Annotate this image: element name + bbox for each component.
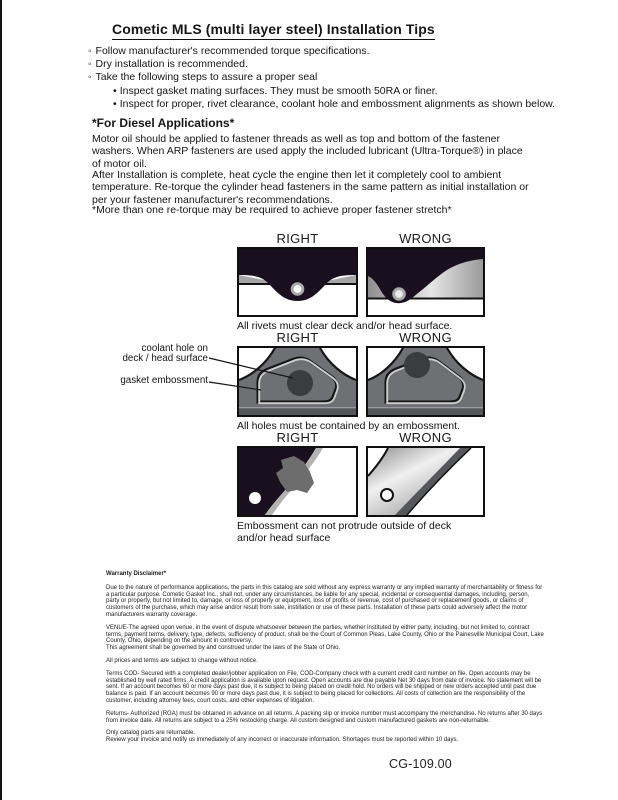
retorque-note: *More than one re-torque may be required to achieve proper fastener stretch* [92,204,452,216]
legal-paragraph: Returns- Authorized (RGA) must be obtained in advance on all returns. A packing slip or invoice number must accompany the merchandise. No returns after 30 days from invoice date. All returns are subject to a 25% restocking charge. All custom designed and custom manufactured gaskets are non-returnable. [106,710,543,724]
page-edge-line [0,0,2,800]
diesel-section-heading: *For Diesel Applications* [92,116,235,130]
wrong-label: WRONG [399,430,452,445]
figure1-right-wrong-labels [237,231,487,246]
subtip-item: • Inspect gasket mating surfaces. They must be smooth 50RA or finer. [113,85,555,98]
right-label: RIGHT [276,430,319,445]
legal-paragraph: Terms COD- Secured with a completed dealer/jobber application on File, COD-Company check with a current credit card number on file. Open accounts may be established by well rated firms. A credit application is available upon request. Open accounts are due payable Net 30 days from date of invoice. No statement will be sent. If an account becomes 60 or more days past due, it is subject to being placed on credit hold. No orders will be shipped or new orders accepted until past due balance is paid. If an account becomes 90 or more days past due, it is subject to being placed for collections. All costs of collection are the responsibility of the customer, including attorney fees, court costs, and other expenses of litigation. [106,670,542,704]
gasket-embossment-label: gasket embossment [120,375,208,386]
fig2-wrong-diagram [366,346,485,417]
fig1-caption: All rivets must clear deck and/or head surface. [237,320,453,332]
tip-item: ◦ Follow manufacturer's recommended torque specifications. [88,45,555,58]
right-label: RIGHT [276,330,319,345]
coolant-hole-label: coolant hole on deck / head surface [122,343,208,364]
diesel-paragraph-1: Motor oil should be applied to fastener threads as well as top and bottom of the fastener washers. When ARP fasteners are used apply the included lubricant (Ultra-Torque®) in place of motor oil. [92,133,523,170]
subtip-item: • Inspect for proper, rivet clearance, coolant hole and embossment alignments as shown below. [113,98,555,111]
bolt-hole [381,489,393,501]
legal-paragraph: All prices and terms are subject to change without notice. [106,657,258,664]
fig3-caption: Embossment can not protrude outside of deck and/or head surface [237,520,452,544]
fig3-right-diagram [237,446,358,517]
figure-rivet-clearance [237,231,487,332]
page-code: CG-109.00 [389,757,452,771]
page-title: Cometic MLS (multi layer steel) Installation Tips [112,21,435,40]
legal-paragraph: Only catalog parts are returnable. [106,730,196,737]
warranty-disclaimer-heading: Warranty Disclaimer* [106,571,167,577]
fig1-wrong-diagram [366,247,485,317]
fig2-caption: All holes must be contained by an embossment. [237,420,460,432]
bolt-hole [249,492,261,504]
legal-paragraph: Due to the nature of performance applications, the parts in this catalog are sold without any express warranty or any implied warranty of merchantability or fitness for a particular purpose. Cometic Gasket Inc., shall not, under any circumstances, be liable for any special, incidental or consequential damages, including, person, party or property, but not limited to, damage, or loss of property or equipment, loss of profits or revenue, cost of purchased or replacement goods, or claims of customers of the purchase, which may arise and/or result from sale, instillation or use of these parts. Installation of these parts could adversely affect the motor manufacturers warranty coverage. [106,584,543,618]
legal-paragraph: VENUE-The agreed upon venue, in the event of dispute whatsoever between the parties, whether instituted by either party, including, but not limited to, contract terms, payment terms, delivery, type, defects, sufficiency of product, shall be the Court of Common Pleas, Lake County, Ohio or the Painesville Municipal Court, Lake County, Ohio, depending on the amount in controversy. [106,624,544,645]
deck-surface-line [368,298,483,300]
diesel-paragraph-2: After Installation is complete, heat cycle the engine then let it completely cool to ambient temperature. Re-torque the cylinder head fasteners in the same pattern as initial installation or per your fastener manufacturer's recommendations. [92,169,529,206]
tip-item: ◦ Take the following steps to assure a proper seal [88,71,555,84]
wrong-label: WRONG [399,231,452,246]
right-label: RIGHT [276,231,319,246]
fig1-right-diagram [237,247,358,317]
label-leader-lines [208,352,300,396]
figure3-right-wrong-labels [237,430,487,445]
wrong-label: WRONG [399,330,452,345]
coolant-hole [404,352,430,378]
legal-paragraph: This agreement shall be governed by and construed under the laws of the State of Ohio. [106,645,341,652]
figure2-right-wrong-labels [237,330,487,345]
warranty-disclaimer-block [106,571,544,744]
fig3-wrong-diagram [366,446,485,517]
tip-item: ◦ Dry installation is recommended. [88,58,555,71]
legal-paragraph: Review your invoice and notify us immediately of any incorrect or inaccurate information. Shortages must be reported within 10 days. [106,737,459,744]
installation-tips-list [88,45,555,111]
installation-subtips-list [88,85,555,111]
figure-embossment-protrusion [237,430,487,544]
